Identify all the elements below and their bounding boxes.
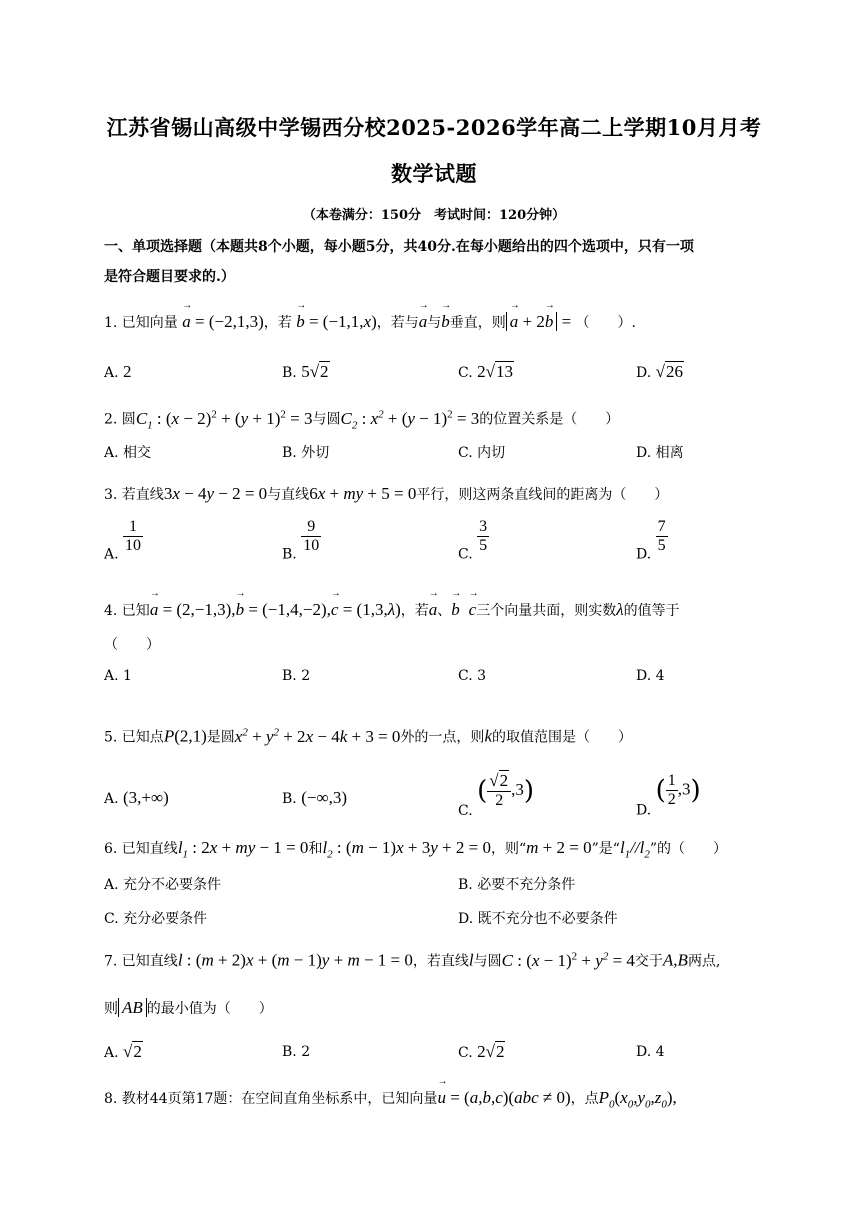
q7-option-c[interactable]: C. 2√2 [458, 1042, 505, 1061]
question-1: 1. 已知向量 → a = (−2,1,3)，若 → b = (−1,1,x)，若与→ a与→ b垂直，则→ a + 2→ b = （ ）. [104, 312, 636, 332]
question-6: 6. 已知直线$l_1$ : 2x + my − 1 = 0和$l_2$ : (m − 1)x + 3y + 2 = 0，则“m + 2 = 0”是“$l_1//l_2$”的（ ） [104, 838, 728, 861]
exam-title-line1: 江苏省锡山高级中学锡西分校2025-2026学年高二上学期10月月考 [106, 115, 762, 140]
q6-option-a[interactable]: A. 充分不必要条件 [104, 877, 222, 893]
q6-option-c[interactable]: C. 充分必要条件 [104, 911, 208, 927]
q7-option-d[interactable]: D. 4 [636, 1044, 665, 1060]
q5-option-a[interactable]: A. (3,+∞) [104, 788, 169, 807]
q4-option-d[interactable]: D. 4 [636, 668, 665, 684]
section-heading-line1: 一、单项选择题（本题共8个小题，每小题5分，共40分.在每小题给出的四个选项中，只有一项 [104, 239, 694, 255]
q3-option-b[interactable]: B. $\frac{9}{10}$ [282, 518, 320, 563]
question-8: 8. 教材44页第17题：在空间直角坐标系中，已知向量→ u = (a,b,c)(abc ≠ 0)，点$P_0(x_0,y_0,z_0)$, [104, 1088, 677, 1110]
question-7-cont: 则 AB 的最小值为（ ） [104, 998, 273, 1017]
q1-option-c[interactable]: C. 2√13 [458, 362, 513, 381]
question-4: 4. 已知→ a = (2,−1,3),→ b = (−1,4,−2),→ c = (1,3,λ)，若→ a、→ b → c三个向量共面，则实数λ的值等于 [104, 600, 680, 620]
q1-option-d[interactable]: D. √26 [636, 362, 683, 381]
q3-option-d[interactable]: D. $\frac{7}{5}$ [636, 518, 666, 563]
question-2: 2. 圆$C_1$ : $(x - 2)^2 + (y + 1)^2 = 3$与圆$C_2$ : $x^2 + (y - 1)^2 = 3$的位置关系是（ ） [104, 408, 620, 432]
q4-option-c[interactable]: C. 3 [458, 668, 487, 684]
q6-option-b[interactable]: B. 必要不充分条件 [458, 877, 576, 893]
q2-option-c[interactable]: C. 内切 [458, 445, 506, 461]
q2-option-a[interactable]: A. 相交 [104, 445, 152, 461]
q1-option-a[interactable]: A. 2 [104, 362, 132, 381]
question-5: 5. 已知点P(2,1)是圆$x^2 + y^2 + 2x - 4k + 3 = 0$外的一点，则k的取值范围是（ ） [104, 726, 632, 746]
q6-option-d[interactable]: D. 既不充分也不必要条件 [458, 911, 618, 927]
question-4-cont: （ ） [104, 637, 160, 653]
exam-title-line2: 数学试题 [391, 161, 477, 186]
q1-option-b[interactable]: B. 5√2 [282, 362, 329, 381]
q5-option-b[interactable]: B. (−∞,3) [282, 788, 347, 807]
section-heading-line2: 是符合题目要求的.） [104, 269, 235, 285]
q4-option-a[interactable]: A. 1 [104, 668, 132, 684]
section-heading [104, 232, 764, 292]
question-7: 7. 已知直线l : (m + 2)x + (m − 1)y + m − 1 = 0，若直线l与圆C : $(x - 1)^2 + y^2 = 4$交于A,B两点, [104, 950, 721, 970]
q7-option-b[interactable]: B. 2 [282, 1044, 311, 1060]
q4-option-b[interactable]: B. 2 [282, 668, 311, 684]
q2-option-b[interactable]: B. 外切 [282, 445, 330, 461]
q3-option-a[interactable]: A. $\frac{1}{10}$ [104, 518, 142, 563]
exam-subtitle: （本卷满分：150分 考试时间：120分钟） [302, 208, 566, 223]
q3-option-c[interactable]: C. $\frac{3}{5}$ [458, 518, 488, 563]
q2-option-d[interactable]: D. 相离 [636, 445, 684, 461]
q5-option-c[interactable]: C. ( $\frac{√2}{2}$ ,3) [458, 771, 535, 819]
q7-option-a[interactable]: A. √2 [104, 1042, 142, 1061]
q5-option-d[interactable]: D. ( $\frac{1}{2}$ ,3) [636, 772, 701, 819]
question-3: 3. 若直线3x − 4y − 2 = 0与直线6x + my + 5 = 0平行，则这两条直线间的距离为（ ） [104, 484, 669, 503]
